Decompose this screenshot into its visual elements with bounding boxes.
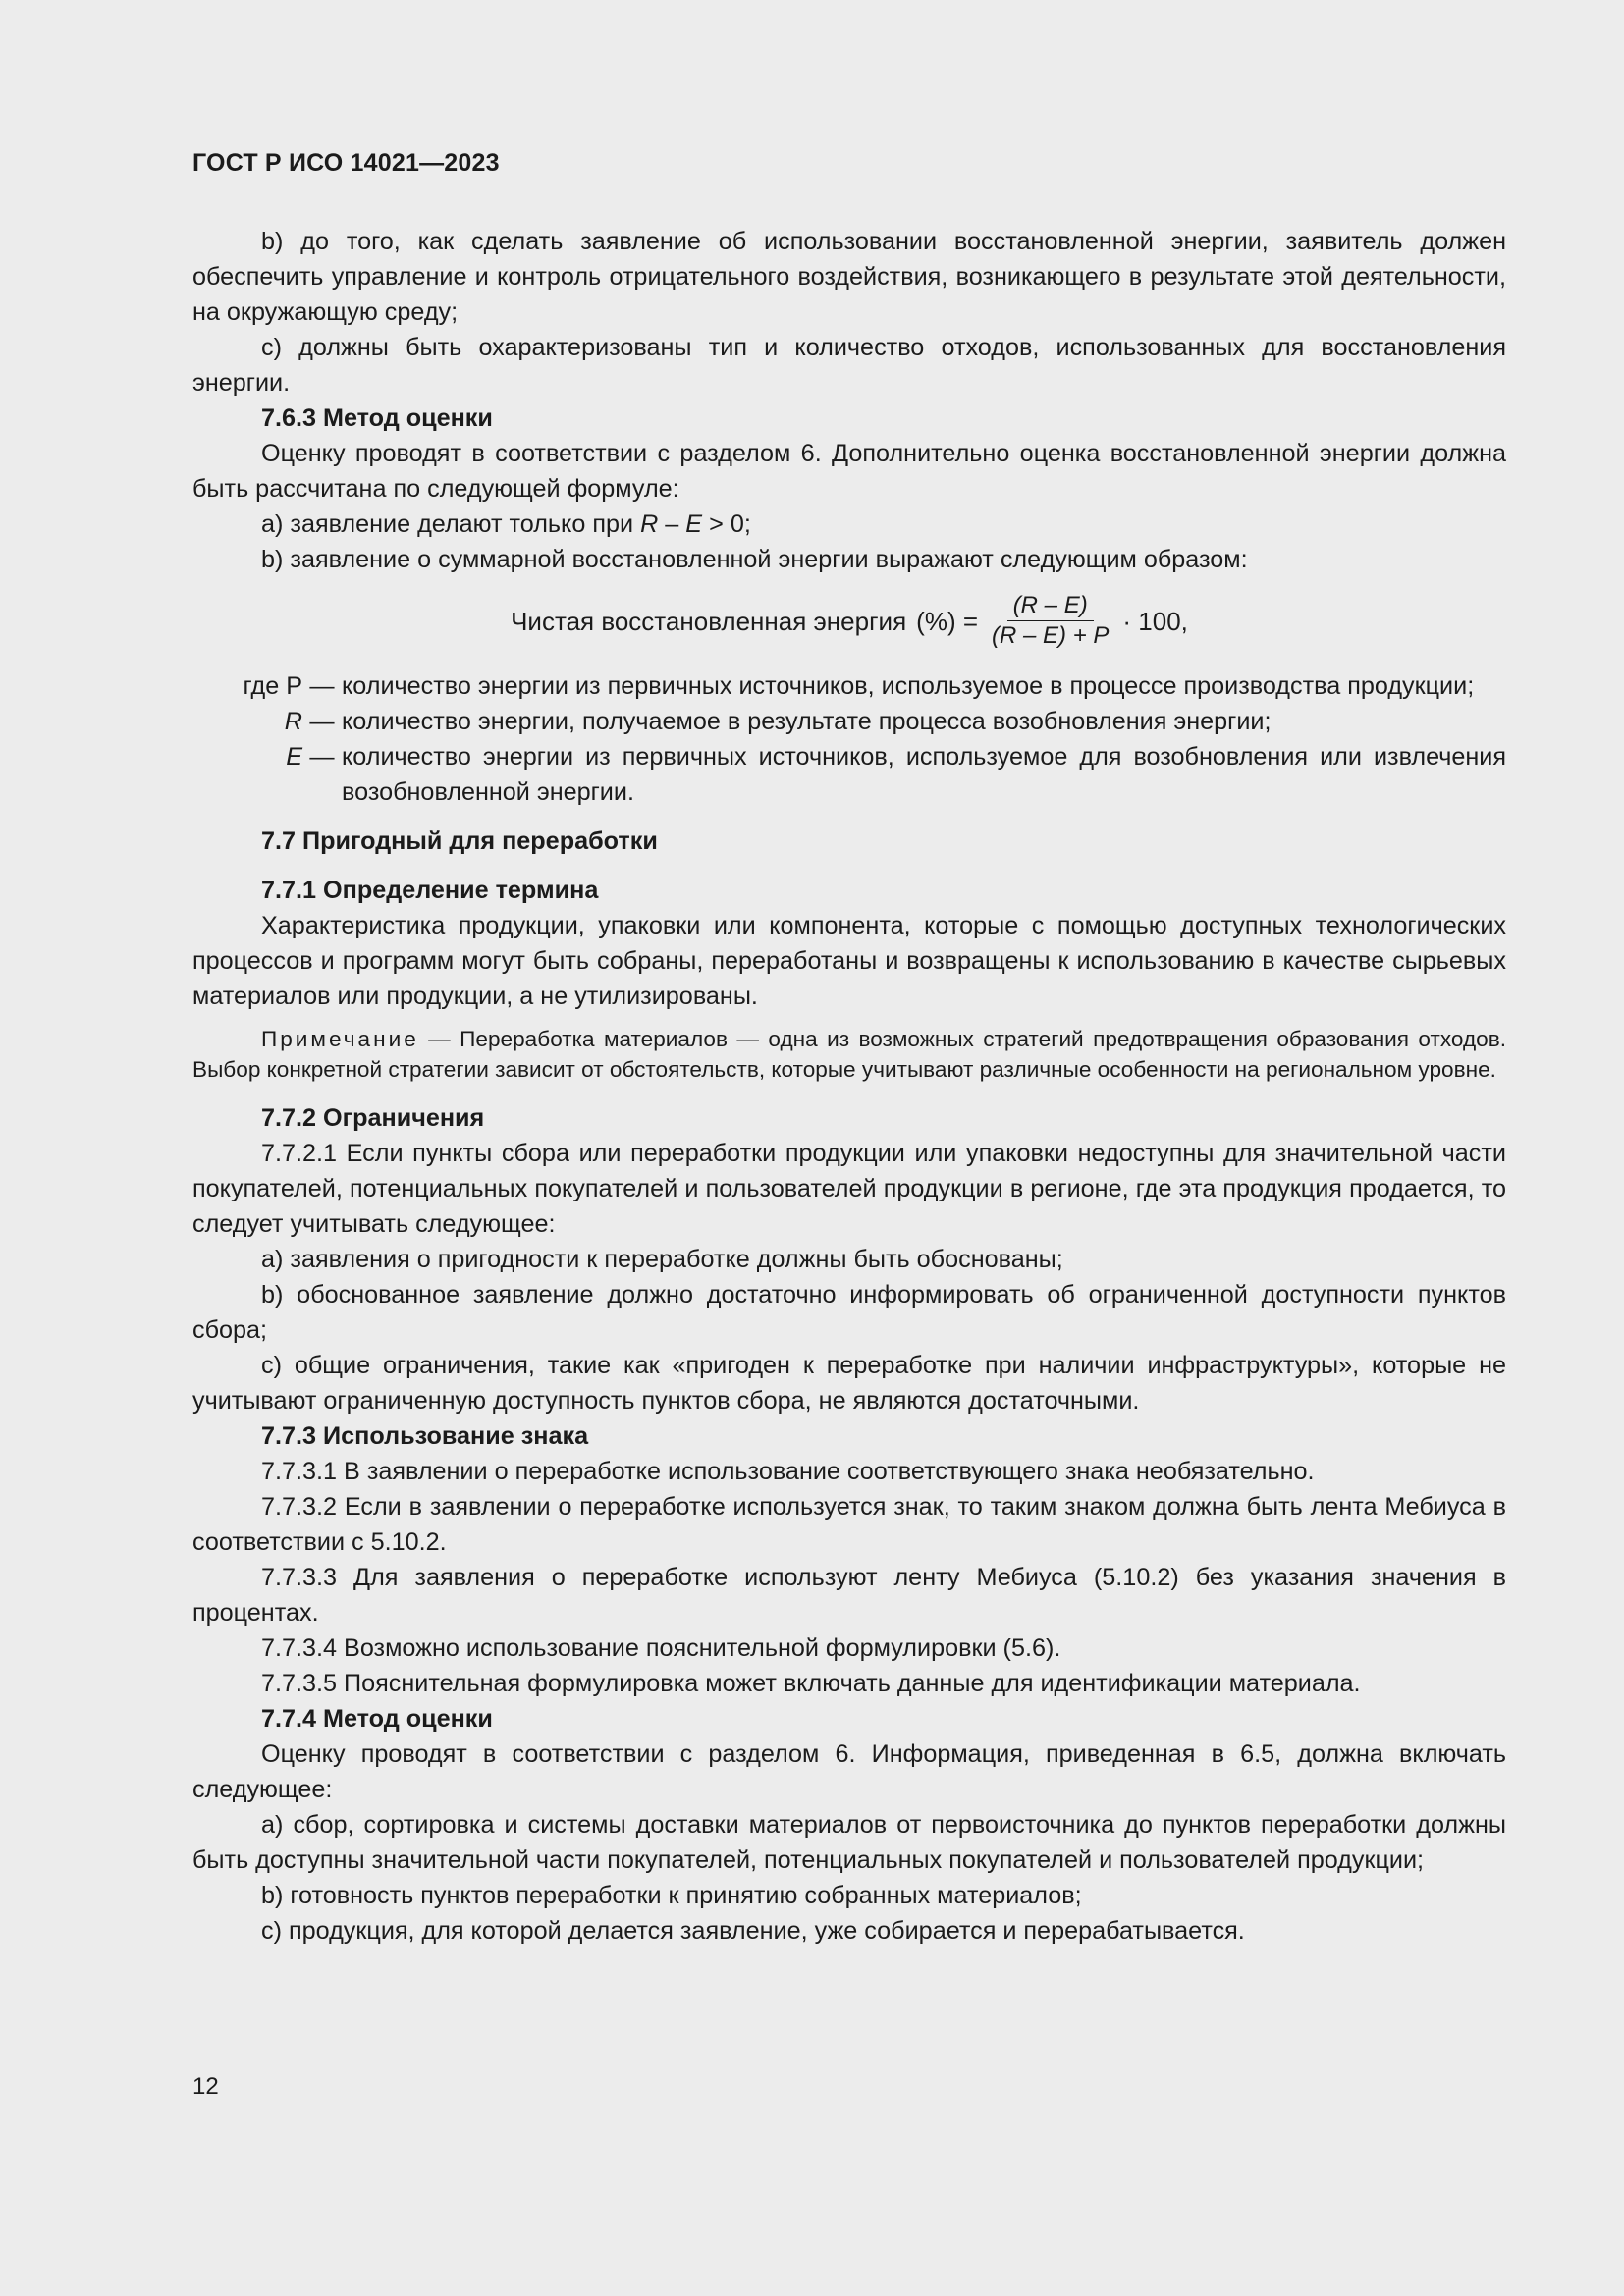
paragraph-c-waste-type: c) должны быть охарактеризованы тип и количество отходов, использованных для восстановления энергии. (192, 334, 1506, 397)
paragraph-a-justified: a) заявления о пригодности к переработке должны быть обоснованы; (261, 1246, 1063, 1273)
legend-text: количество энергии, получаемое в результате процесса возобновления энергии; (342, 708, 1272, 735)
paragraph-a-condition: a) заявление делают только при R – E > 0; (261, 510, 751, 538)
legend-text: количество энергии из первичных источников, используемое для возобновления или извлечения возобновленной энергии. (342, 743, 1506, 806)
formula-legend (192, 668, 1506, 810)
heading-7-7-3: 7.7.3 Использование знака (261, 1422, 589, 1450)
note-text: — Переработка материалов — одна из возможных стратегий предотвращения образования отходов. Выбор конкретной стратегии зависит от обстоятельств, которые учитывают различные особенности на региональном уровне. (192, 1027, 1506, 1082)
legend-dash: — (309, 708, 335, 735)
formula-fraction (986, 591, 1114, 651)
formula-percent: (%) = (916, 606, 979, 636)
paragraph-b-expression: b) заявление о суммарной восстановленной энергии выражают следующим образом: (261, 546, 1248, 573)
note-label: Примечание (261, 1027, 419, 1051)
paragraph-7-7-2-1: 7.7.2.1 Если пункты сбора или переработки продукции или упаковки недоступны для значительной части покупателей, потенциальных покупателей и пользователей продукции в регионе, где эта продукция продается, то следует учитывать следующее: (192, 1140, 1506, 1238)
legend-text: количество энергии из первичных источников, используемое в процессе производства продукции; (342, 672, 1475, 700)
formula-numerator: (R – E) (1007, 591, 1094, 621)
legend-symbol: где P (243, 672, 302, 700)
paragraph-a-collection: a) сбор, сортировка и системы доставки материалов от первоисточника до пунктов переработки должны быть доступны значительной части покупателей, потенциальных покупателей и пользователей продукции; (192, 1811, 1506, 1874)
legend-dash: — (309, 672, 335, 700)
paragraph-definition: Характеристика продукции, упаковки или компонента, которые с помощью доступных технологических процессов и программ могут быть собраны, переработаны и возвращены к использованию в качестве сырьевых материалов или продукции, а не утилизированы. (192, 912, 1506, 1010)
paragraph-7-7-3-1: 7.7.3.1 В заявлении о переработке использование соответствующего знака необязательно. (261, 1458, 1315, 1485)
legend-row-r (192, 704, 1506, 739)
paragraph-c-limitations: c) общие ограничения, такие как «пригоден к переработке при наличии инфраструктуры», которые не учитывают ограниченную доступность пунктов сбора, не являются достаточными. (192, 1352, 1506, 1415)
heading-7-7-1: 7.7.1 Определение термина (261, 877, 599, 904)
paragraph-7-7-3-4: 7.7.3.4 Возможно использование пояснительной формулировки (5.6). (261, 1634, 1061, 1662)
legend-symbol: R (284, 708, 302, 735)
formula-tail: · 100, (1122, 606, 1188, 636)
heading-7-6-3: 7.6.3 Метод оценки (261, 404, 493, 432)
paragraph-7-7-3-3: 7.7.3.3 Для заявления о переработке используют ленту Мебиуса (5.10.2) без указания значения в процентах. (192, 1564, 1506, 1627)
paragraph-7-7-3-2: 7.7.3.2 Если в заявлении о переработке используется знак, то таким знаком должна быть лента Мебиуса в соответствии с 5.10.2. (192, 1493, 1506, 1556)
paragraph-assessment-intro: Оценку проводят в соответствии с разделом 6. Дополнительно оценка восстановленной энергии должна быть рассчитана по следующей формуле: (192, 440, 1506, 503)
paragraph-b-readiness: b) готовность пунктов переработки к принятию собранных материалов; (261, 1882, 1082, 1909)
heading-7-7-2: 7.7.2 Ограничения (261, 1104, 485, 1132)
legend-row-e (192, 739, 1506, 810)
heading-7-7: 7.7 Пригодный для переработки (261, 828, 658, 855)
legend-row-p (192, 668, 1506, 704)
document-header: ГОСТ Р ИСО 14021—2023 (192, 149, 500, 177)
legend-symbol: E (286, 743, 302, 771)
paragraph-7-7-3-5: 7.7.3.5 Пояснительная формулировка может включать данные для идентификации материала. (261, 1670, 1361, 1697)
energy-formula (192, 591, 1506, 651)
document-body (192, 224, 1506, 1949)
paragraph-assessment-info: Оценку проводят в соответствии с разделом 6. Информация, приведенная в 6.5, должна включать следующее: (192, 1740, 1506, 1803)
note-paragraph (192, 1024, 1506, 1085)
paragraph-b-informing: b) обоснованное заявление должно достаточно информировать об ограниченной доступности пунктов сбора; (192, 1281, 1506, 1344)
formula-denominator: (R – E) + P (992, 622, 1110, 649)
paragraph-c-product: c) продукция, для которой делается заявление, уже собирается и перерабатывается. (261, 1917, 1245, 1945)
page-number: 12 (192, 2073, 219, 2100)
paragraph-b-energy-control: b) до того, как сделать заявление об использовании восстановленной энергии, заявитель должен обеспечить управление и контроль отрицательного воздействия, возникающего в результате этой деятельности, на окружающую среду; (192, 228, 1506, 326)
heading-7-7-4: 7.7.4 Метод оценки (261, 1705, 493, 1733)
formula-label: Чистая восстановленная энергия (511, 606, 907, 636)
legend-dash: — (309, 743, 335, 771)
